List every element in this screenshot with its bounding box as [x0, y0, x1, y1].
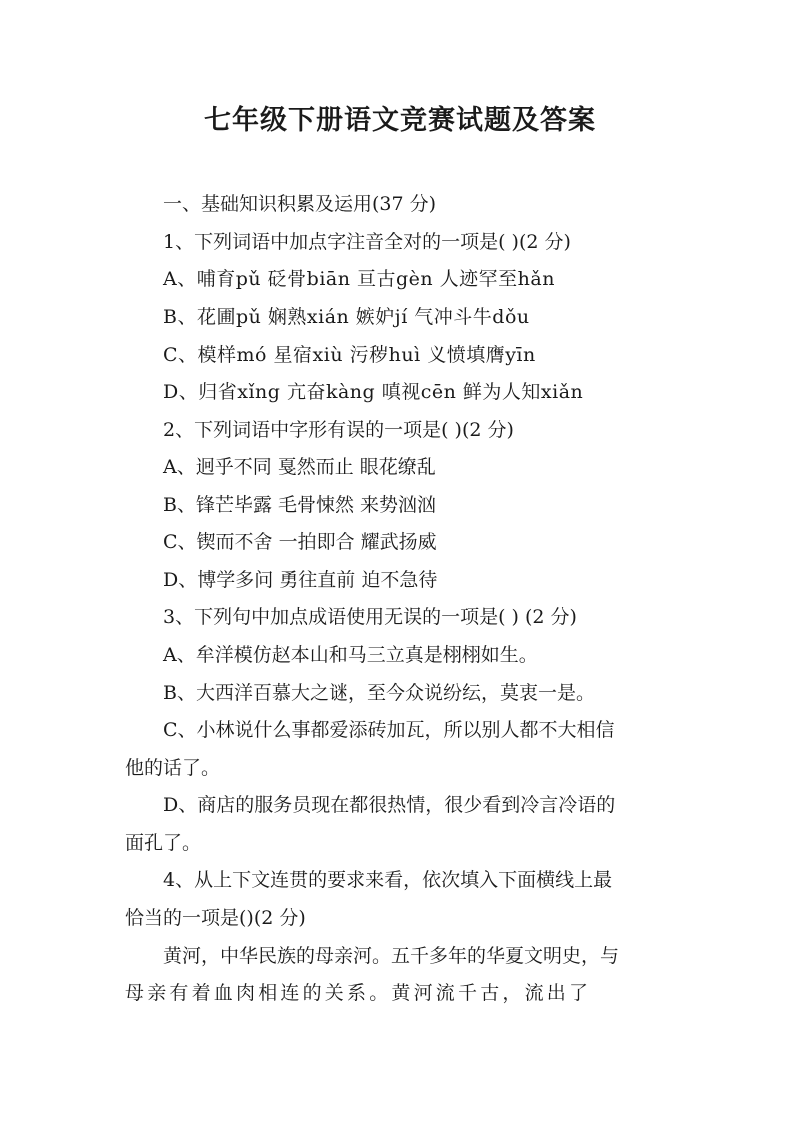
question-4-cont: 恰当的一项是()(2 分) [125, 907, 306, 929]
passage-line-2: 母亲有着血肉相连的关系。黄河流千古，流出了 [125, 982, 592, 1004]
page-title: 七年级下册语文竞赛试题及答案 [204, 105, 596, 136]
q3-option-c-cont: 他的话了。 [125, 757, 221, 779]
q1-option-b: B、花圃pǔ 娴熟xián 嫉妒jí 气冲斗牛dǒu [163, 306, 530, 328]
question-2: 2、下列词语中字形有误的一项是( )(2 分) [163, 419, 514, 441]
q3-option-d: D、商店的服务员现在都很热情，很少看到冷言冷语的 [163, 794, 616, 816]
q2-option-d: D、博学多问 勇往直前 迫不急待 [163, 569, 438, 591]
q2-option-a: A、迥乎不同 戛然而止 眼花缭乱 [163, 456, 436, 478]
q3-option-a: A、牟洋模仿赵本山和马三立真是栩栩如生。 [163, 644, 538, 666]
section-heading: 一、基础知识积累及运用(37 分) [163, 193, 437, 215]
question-3: 3、下列句中加点成语使用无误的一项是( ) (2 分) [163, 606, 577, 628]
passage-line-1: 黄河，中华民族的母亲河。五千多年的华夏文明史，与 [163, 945, 620, 967]
question-1: 1、下列词语中加点字注音全对的一项是( )(2 分) [163, 231, 571, 253]
question-4: 4、从上下文连贯的要求来看，依次填入下面横线上最 [163, 869, 613, 891]
q3-option-d-cont: 面孔了。 [125, 832, 202, 854]
q1-option-a: A、哺育pǔ 砭骨biān 亘古gèn 人迹罕至hǎn [163, 268, 555, 290]
q3-option-b: B、大西洋百慕大之谜，至今众说纷纭，莫衷一是。 [163, 682, 595, 704]
q2-option-c: C、锲而不舍 一拍即合 耀武扬威 [163, 531, 437, 553]
q2-option-b: B、锋芒毕露 毛骨悚然 来势汹汹 [163, 494, 437, 516]
q1-option-d: D、归省xǐng 亢奋kàng 嗔视cēn 鲜为人知xiǎn [163, 381, 584, 403]
q1-option-c: C、模样mó 星宿xiù 污秽huì 义愤填膺yīn [163, 344, 536, 366]
q3-option-c: C、小林说什么事都爱添砖加瓦，所以别人都不大相信 [163, 719, 615, 741]
